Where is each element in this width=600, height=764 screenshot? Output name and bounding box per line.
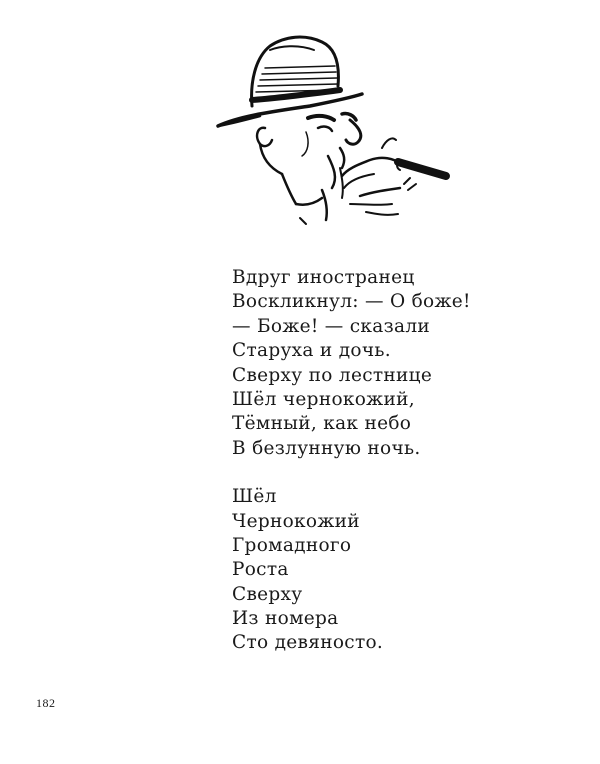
sketch-icon bbox=[210, 28, 460, 233]
page-number: 182 bbox=[36, 696, 56, 710]
poem bbox=[232, 266, 471, 656]
poem-line: Воскликнул: — О боже! bbox=[232, 291, 471, 313]
poem-line: Громадного bbox=[232, 534, 352, 556]
stanza-2 bbox=[232, 485, 471, 656]
poem-line: Старуха и дочь. bbox=[232, 340, 391, 362]
poem-line: Тёмный, как небо bbox=[232, 413, 412, 435]
poem-line: Шёл bbox=[232, 486, 277, 508]
poem-line: Чернокожий bbox=[232, 510, 360, 532]
poem-line: — Боже! — сказали bbox=[232, 315, 431, 337]
poem-line: Шёл чернокожий, bbox=[232, 388, 415, 410]
poem-line: Сто девяносто. bbox=[232, 632, 384, 654]
poem-line: Из номера bbox=[232, 608, 339, 630]
stanza-1 bbox=[232, 266, 471, 461]
man-with-hat-and-cigar-illustration bbox=[210, 28, 460, 233]
poem-line: Сверху bbox=[232, 583, 303, 605]
poem-line: Роста bbox=[232, 559, 289, 581]
poem-line: Вдруг иностранец bbox=[232, 267, 415, 288]
poem-line: Сверху по лестнице bbox=[232, 364, 433, 386]
poem-line: В безлунную ночь. bbox=[232, 437, 421, 459]
